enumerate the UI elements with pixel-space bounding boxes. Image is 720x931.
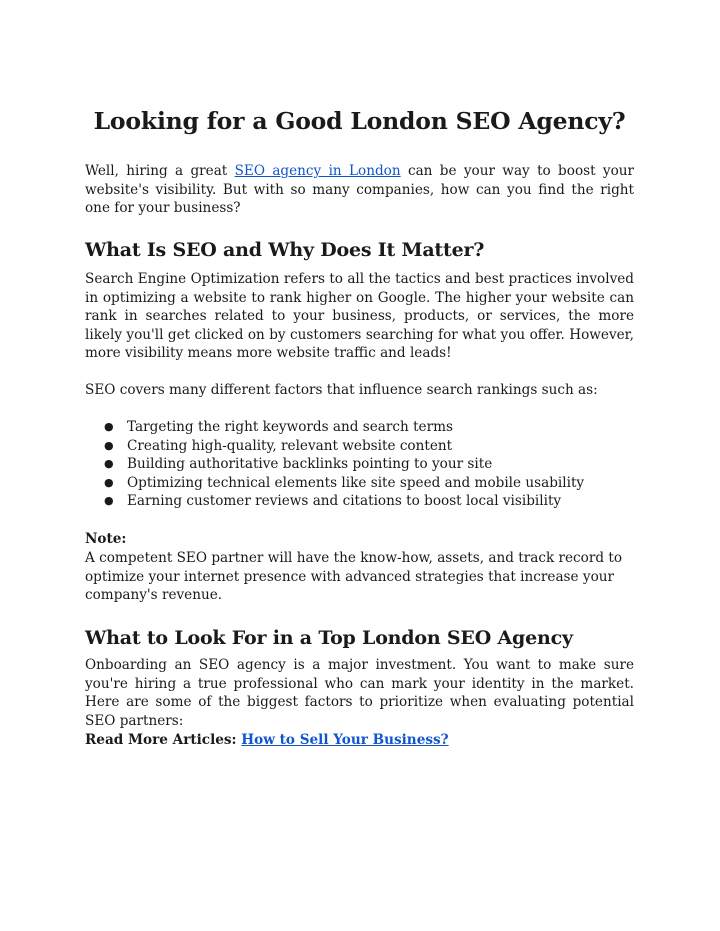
note-paragraph: A competent SEO partner will have the know-how, assets, and track record to optimize your internet presence with advanced strategies that increase your company's revenue.: [85, 550, 623, 603]
list-item: [85, 492, 634, 511]
intro-paragraph: [85, 162, 634, 218]
read-more-line: [85, 731, 634, 750]
section-heading-what-is-seo: What Is SEO and Why Does It Matter?: [85, 239, 485, 261]
note-label-text: Note:: [85, 531, 127, 547]
read-more-link[interactable]: How to Sell Your Business?: [241, 732, 449, 748]
list-item: [85, 474, 634, 493]
list-item: [85, 437, 634, 456]
intro-text-after-link: can be your way to boost your website's visibility. But with so many companies, how can you find the right one for your business?: [85, 163, 635, 216]
read-more-label: Read More Articles:: [85, 732, 242, 748]
list-item: [85, 418, 634, 437]
list-item-text: Earning customer reviews and citations to boost local visibility: [127, 493, 562, 509]
list-item-text: Optimizing technical elements like site speed and mobile usability: [127, 474, 585, 491]
list-item-text: Building authoritative backlinks pointing to your site: [127, 456, 493, 472]
note-label: [85, 530, 634, 549]
intro-text-before-link: Well, hiring a great: [85, 163, 235, 179]
bullet-icon: ●: [104, 475, 114, 489]
section-heading-what-to-look-for: What to Look For in a Top London SEO Agency: [85, 627, 573, 649]
bullet-icon: ●: [104, 420, 114, 433]
seo-definition-paragraph: Search Engine Optimization refers to all the tactics and best practices involved in optimizing a website to rank higher on Google. The higher your website can rank in searches related to your business, products, or services, the more likely you'll get clicked on by customers searching for what you offer. However, more visibility means more website traffic and leads!: [85, 271, 634, 361]
bullet-icon: ●: [104, 438, 114, 452]
list-item: [85, 455, 634, 474]
factors-intro-paragraph: SEO covers many different factors that influence search rankings such as:: [85, 382, 598, 398]
list-item-text: Targeting the right keywords and search terms: [127, 419, 453, 435]
seo-agency-link[interactable]: SEO agency in London: [234, 163, 401, 179]
page-title: Looking for a Good London SEO Agency?: [93, 107, 626, 135]
bullet-icon: ●: [104, 494, 114, 507]
list-item-text: Creating high-quality, relevant website content: [127, 437, 453, 454]
onboarding-paragraph: Onboarding an SEO agency is a major investment. You want to make sure you're hiring a true professional who can mark your identity in the market. Here are some of the biggest factors to prioritize when evaluating potential SEO partners:: [85, 657, 634, 729]
bullet-icon: ●: [104, 457, 114, 470]
seo-factors-list: [85, 418, 634, 511]
